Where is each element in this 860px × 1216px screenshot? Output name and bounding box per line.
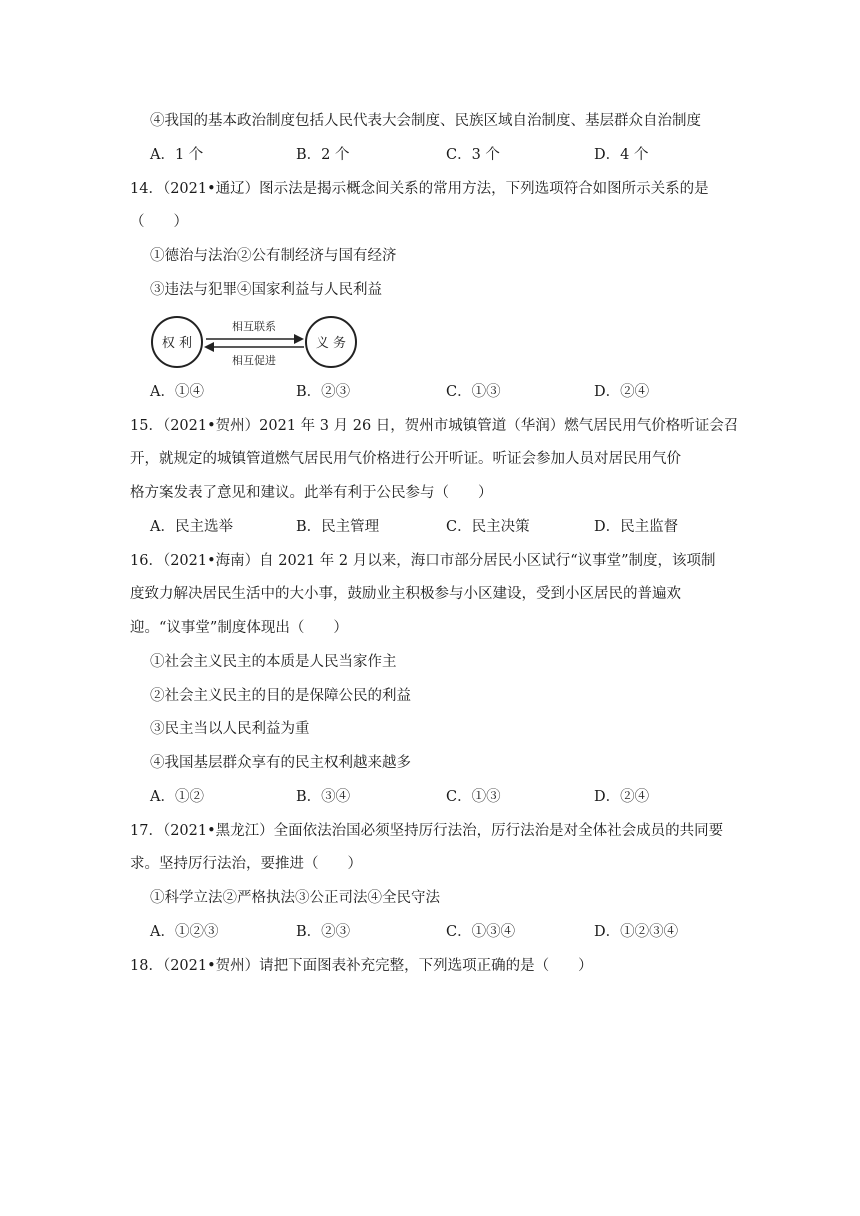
q16-option-c[interactable]: C．①③	[446, 789, 501, 805]
q14-items-a: ①德治与法治②公有制经济与国有经济	[150, 248, 397, 264]
q16-options	[150, 787, 750, 807]
q17-stem-line-2: 求。坚持厉行法治，要推进（ ）	[130, 856, 362, 872]
top-arrow-head	[294, 334, 304, 344]
q16-stem-line-3: 迎。“议事堂”制度体现出（ ）	[130, 620, 348, 636]
q16-item-2: ②社会主义民主的目的是保障公民的利益	[150, 688, 411, 704]
q17-options	[150, 922, 750, 942]
q17-stem-line-1: 17．（2021•黑龙江）全面依法治国必须坚持厉行法治，厉行法治是对全体社会成员的共同要	[130, 823, 724, 839]
bottom-arrow-label: 相互促进	[232, 354, 276, 367]
q15-options	[150, 517, 750, 537]
q16-item-1: ①社会主义民主的本质是人民当家作主	[150, 654, 397, 670]
q13-option-a[interactable]: A．1 个	[150, 147, 204, 163]
q14-option-c[interactable]: C．①③	[446, 384, 501, 400]
rights-duties-diagram	[150, 312, 360, 370]
bottom-arrow-head	[204, 342, 214, 352]
q16-option-b[interactable]: B．③④	[296, 789, 351, 805]
q16-option-d[interactable]: D．②④	[594, 789, 650, 805]
q14-stem-line-1: 14．（2021•通辽）图示法是揭示概念间关系的常用方法，下列选项符合如图所示关系的是	[130, 181, 709, 197]
q17-items: ①科学立法②严格执法③公正司法④全民守法	[150, 890, 440, 906]
q15-option-d[interactable]: D．民主监督	[594, 519, 679, 535]
q14-option-a[interactable]: A．①④	[150, 384, 204, 400]
q15-stem-line-1: 15．（2021•贺州）2021 年 3 月 26 日，贺州市城镇管道（华润）燃气居民用气价格听证会召	[130, 418, 739, 434]
q13-options	[150, 145, 750, 165]
rights-label: 权 利	[161, 336, 193, 351]
q13-option-c[interactable]: C．3 个	[446, 147, 500, 163]
q17-option-a[interactable]: A．①②③	[150, 924, 219, 940]
duties-label: 义 务	[315, 336, 347, 351]
q13-item-4: ④我国的基本政治制度包括人民代表大会制度、民族区域自治制度、基层群众自治制度	[150, 113, 701, 129]
q14-option-b[interactable]: B．②③	[296, 384, 351, 400]
q16-stem-line-1: 16．（2021•海南）自 2021 年 2 月以来，海口市部分居民小区试行“议事堂”制度，该项制	[130, 553, 716, 569]
q14-stem-line-2: （ ）	[130, 214, 188, 230]
q14-options	[150, 382, 750, 402]
q15-stem-line-2: 开，就规定的城镇管道燃气居民用气价格进行公开听证。听证会参加人员对居民用气价	[130, 451, 681, 467]
q15-stem-line-3: 格方案发表了意见和建议。此举有利于公民参与（ ）	[130, 485, 493, 501]
q14-option-d[interactable]: D．②④	[594, 384, 650, 400]
q15-option-c[interactable]: C．民主决策	[446, 519, 530, 535]
q16-item-4: ④我国基层群众享有的民主权利越来越多	[150, 755, 411, 771]
q17-option-d[interactable]: D．①②③④	[594, 924, 679, 940]
q13-option-b[interactable]: B．2 个	[296, 147, 350, 163]
q14-items-b: ③违法与犯罪④国家利益与人民利益	[150, 282, 382, 298]
q15-option-a[interactable]: A．民主选举	[150, 519, 233, 535]
q16-stem-line-2: 度致力解决居民生活中的大小事，鼓励业主积极参与小区建设，受到小区居民的普遍欢	[130, 586, 681, 602]
q16-item-3: ③民主当以人民利益为重	[150, 721, 310, 737]
q15-option-b[interactable]: B．民主管理	[296, 519, 380, 535]
q17-option-b[interactable]: B．②③	[296, 924, 351, 940]
q16-option-a[interactable]: A．①②	[150, 789, 204, 805]
q18-stem-line-1: 18．（2021•贺州）请把下面图表补充完整，下列选项正确的是（ ）	[130, 958, 593, 974]
top-arrow-label: 相互联系	[232, 320, 276, 333]
q17-option-c[interactable]: C．①③④	[446, 924, 516, 940]
q13-option-d[interactable]: D．4 个	[594, 147, 649, 163]
